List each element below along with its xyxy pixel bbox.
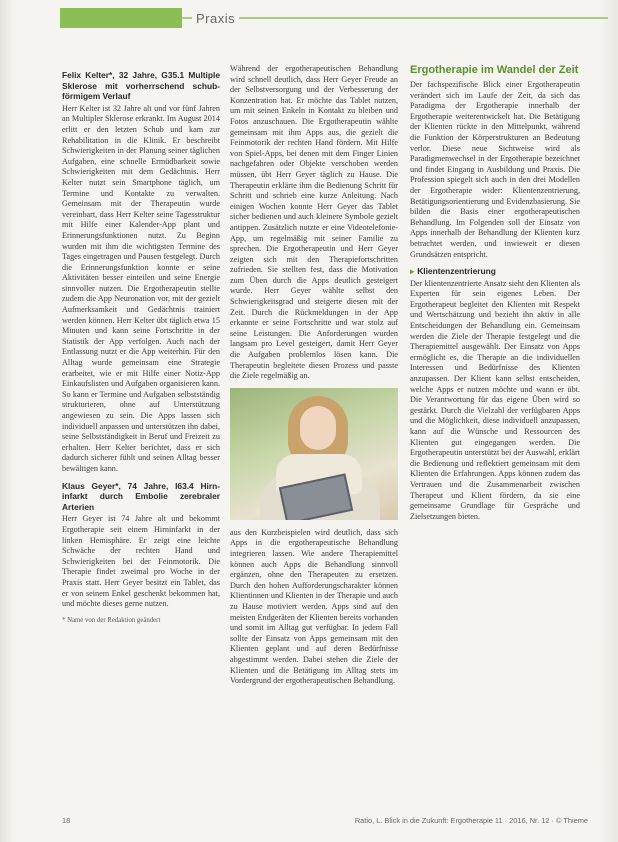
page-footer xyxy=(62,816,588,828)
case-heading-2: Klaus Geyer*, 74 Jahre, I63.4 Hirn-infarkt durch Embolie zerebraler Arterien xyxy=(62,480,220,512)
case-text-1: Herr Kelter ist 32 Jahre alt und vor fünf Jahren an Multipler Sklerose erkrankt. Im August 2014 erlitt er den letzten Schub und kam zur Rehabilitation in die Klinik. Er beschreibt Schwierigkeiten in der Planung seiner täglichen Aufgaben, eine schnelle Ermüdbarkeit sowie Schwierigkeiten mit dem Gedächtnis. Herr Kelter nutzt sein Smartphone täglich, um Termine und Kontakte zu verwalten. Gemeinsam mit der Therapeutin wurde vereinbart, dass Herr Kelter seine Tagesstruktur mit Hilfe einer Kalender-App plant und Erinnerungsfunktionen nutzt. Zu Beginn wurden mit ihm die wichtigsten Termine des Tages eingetragen und Pausen festgelegt. Durch die Erinnerungsfunktion konnte er seine Aktivitäten besser einteilen und seine Energie sinnvoller nutzen. Die Ergotherapeutin stellte zudem die App Neuronation vor, mit der gezielt Aufmerksamkeit und Gedächtnis trainiert werden können. Herr Kelter übt täglich etwa 15 Minuten und kann seine Fortschritte in der Statistik der App verfolgen. Auch nach der Entlassung nutzt er die App weiterhin. Für den Alltag wurde gemeinsam eine Strategie erarbeitet, wie er mit Hilfe einer Notiz-App Einkaufslisten und Aufgaben organisieren kann. So kann er Termine und Aufgaben selbstständig strukturieren, ohne auf Unterstützung angewiesen zu sein. Die Apps lassen sich individuell anpassen und unterstützen ihn dabei, seine Selbstständigkeit in Beruf und Freizeit zu erhalten. Herr Kelter berichtet, dass er sich dadurch sicherer fühlt und seinen Alltag besser bewältigen kann. xyxy=(62,103,220,473)
column-3 xyxy=(410,64,580,528)
column-2 xyxy=(230,64,398,693)
column-2-text-bottom: aus den Kurzbeispielen wird deutlich, dass sich Apps in die ergotherapeutische Behandlung integrieren lassen. Wie andere Therapiemittel können auch Apps die Behandlung sinnvoll ergänzen, ohne den Therapeuten zu ersetzen. Durch den hohen Aufforderungscharakter können Klientinnen und Klienten in der Therapie und auch zu Hause motiviert werden. Apps sind auf den meisten Endgeräten der Klienten bereits vorhanden und somit im Alltag gut verfügbar. In jedem Fall sollte der Einsatz von Apps gemeinsam mit den Klienten geplant und auf deren Bedürfnisse abgestimmt werden. Dabei stehen die Ziele der Klienten und die Betätigung im Alltag stets im Vordergrund der ergotherapeutischen Behandlung. xyxy=(230,527,398,686)
header-accent-block xyxy=(60,8,182,28)
bullet-icon: ▸ xyxy=(410,266,415,277)
column-2-text-top: Während der ergotherapeutischen Behandlung wird schnell deutlich, dass Herr Geyer Freude an der Selbstversorgung und der Verbesserung der Konzentration hat. Er möchte das Tablet nutzen, um mit seinen Enkeln in Kontakt zu bleiben und Fotos anzuschauen. Die Ergotherapeutin wählte gemeinsam mit ihm Apps aus, die gezielt die Feinmotorik der rechten Hand fördern. Mit Hilfe von Spiel-Apps, bei denen mit dem Finger Linien nachgefahren oder Objekte verschoben werden müssen, übt Herr Geyer täglich zu Hause. Die Therapeutin erklärte ihm die Bedienung Schritt für Schritt und schrieb eine kurze Anleitung. Nach einigen Wochen konnte Herr Geyer das Tablet sicher bedienen und auch kleinere Symbole gezielt antippen. Zusätzlich nutzte er eine Videotelefonie-App, um regelmäßig mit seiner Familie zu sprechen. Die Ergotherapeutin und Herr Geyer zeigten sich mit den Therapiefortschritten zufrieden. Sie stellten fest, dass die Motivation zum Üben durch die Apps deutlich gesteigert wurde. Herr Geyer wählte selbst den Schwierigkeitsgrad und steigerte diesen mit der Zeit. Durch die Rückmeldungen in der App erkannte er seine Fortschritte und war stolz auf seine Leistungen. Die Anforderungen wurden langsam pro Level gesteigert, damit Herr Geyer die Aufgaben problemlos lösen kann. Die Therapeutin begleitete diesen Prozess und passte die Ziele regelmäßig an. xyxy=(230,64,398,381)
section-label: Praxis xyxy=(192,11,239,26)
subheading-klientenzentrierung xyxy=(410,266,580,277)
header-rule xyxy=(182,17,608,19)
column-3-text-top: Der fachspezifische Blick einer Ergotherapeutin verändert sich im Laufe der Zeit, da sich das Paradigma der Ergotherapie innerhalb der Ergotherapie weiterentwickelt hat. Die Betätigung der Klienten rückte in den Mittelpunkt, während die Funktion der Körperstrukturen an Bedeutung verlor. Diese neue Sichtweise wird als Paradigmenwechsel in der Ergotherapie bezeichnet und findet Eingang in Ausbildung und Praxis. Die Profession spiegelt sich auch in den drei Modellen der Ergotherapie wider: Klientenzentrierung, Betätigungsorientierung und Evidenzbasierung. Sie bilden die Basis einer ergotherapeutischen Behandlung. Im Folgenden soll der Einsatz von Apps innerhalb der Behandlung der Klienten kurz betrachtet werden, und inwieweit er diesen Grundsätzen entspricht. xyxy=(410,80,580,259)
footer-citation: Ratio, L. Blick in die Zukunft: Ergotherapie 11 · 2016, Nr. 12 · © Thieme xyxy=(354,816,588,825)
page-number: 18 xyxy=(62,816,71,825)
case-text-2: Herr Geyer ist 74 Jahre alt und bekommt Ergotherapie seit einem Hirninfarkt in der linken Hemisphäre. Er zeigt eine leichte Schwäche der rechten Hand und Schwierigkeiten bei der Feinmotorik. Die Therapie findet zweimal pro Woche in der Praxis statt. Herr Geyer besitzt ein Tablet, das er von seinem Enkel geschenkt bekommen hat, und möchte dieses gerne nutzen. xyxy=(62,514,220,609)
section-title: Ergotherapie im Wandel der Zeit xyxy=(410,64,579,76)
footnote: * Name von der Redaktion geändert xyxy=(62,616,161,624)
column-1 xyxy=(62,64,220,625)
column-3-text-bottom: Der klientenzentrierte Ansatz sieht den Klienten als Experten für sein eigenes Leben. Der Ergotherapeut begleitet den Klienten mit Respekt und Wertschätzung und bezieht ihn aktiv in alle Entscheidungen der Behandlung ein. Gemeinsam werden die Ziele der Therapie festgelegt und die Therapiemittel ausgewählt. Der Einsatz von Apps ermöglicht es, die Therapie an die individuellen Interessen und Bedürfnisse des Klienten anzupassen. Der Klient kann selbst entscheiden, welche Apps er nutzen möchte und wann er übt. Die Verantwortung für das eigene Üben wird so gestärkt. Durch die Vielzahl der verfügbaren Apps und die Möglichkeit, diese individuell anzupassen, kann auf die Wünsche und Ressourcen des Klienten gut eingegangen werden. Die Ergotherapeutin unterstützt bei der Auswahl, erklärt die Bedienung und reflektiert gemeinsam mit dem Klienten die Erfahrungen. Apps können zudem das Vertrauen und die Zusammenarbeit zwischen Therapeut und Klient fördern, da sie eine gemeinsame Grundlage für Gespräche und Zielsetzungen bieten. xyxy=(410,278,580,521)
subheading-label: Klientenzentrierung xyxy=(417,266,496,277)
page-header xyxy=(0,0,618,38)
photo-woman-with-tablet xyxy=(230,388,398,520)
case-heading-1: Felix Kelter*, 32 Jahre, G35.1 Multiple Sklerose mit vorherrschend schub-förmigem Verlauf xyxy=(62,70,220,102)
